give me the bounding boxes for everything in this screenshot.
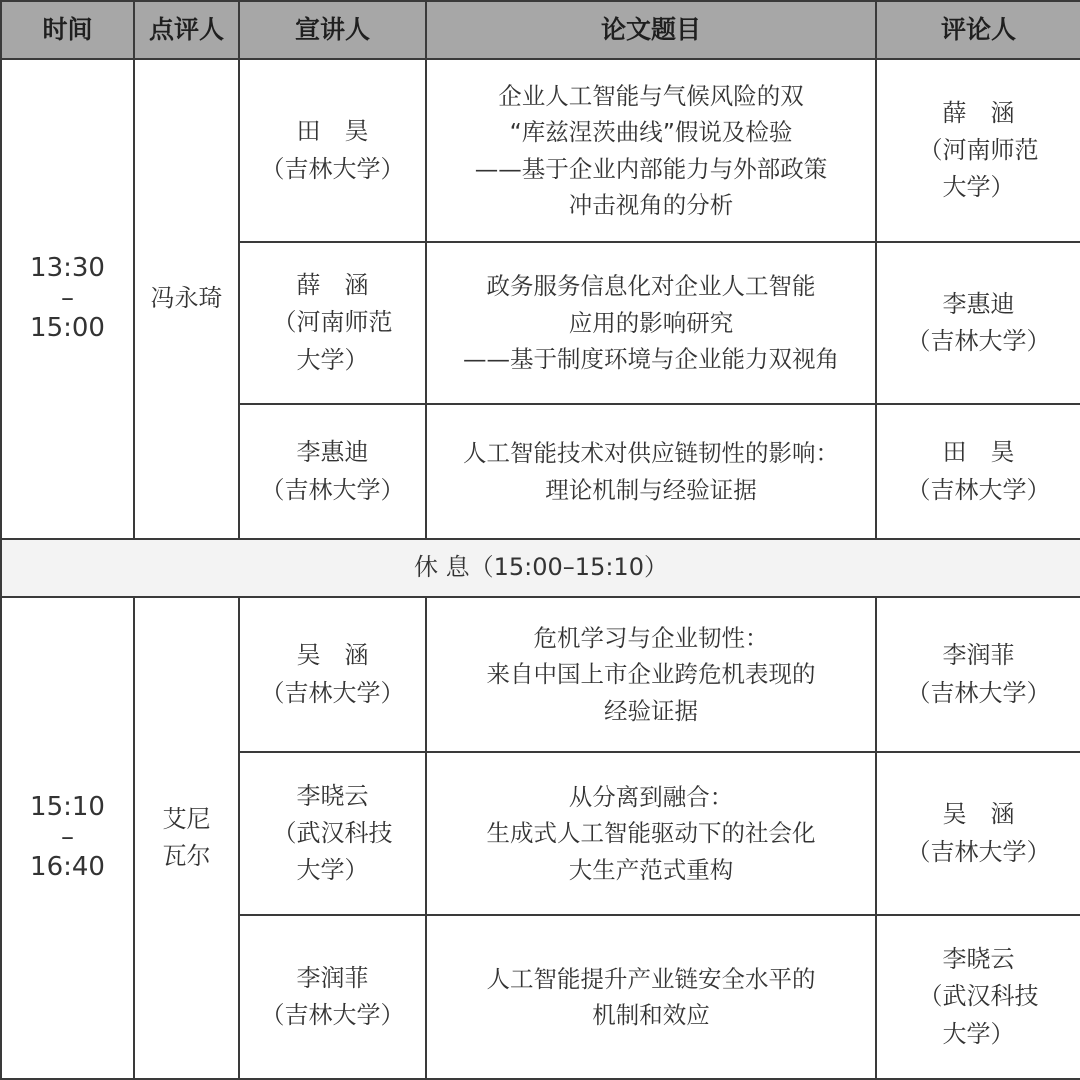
table-row	[1, 597, 1080, 752]
break-row	[1, 539, 1080, 597]
header-reviewer: 点评人	[134, 1, 239, 59]
commentator-cell: 李晓云 （武汉科技 大学）	[876, 915, 1080, 1079]
paper-title-cell: 人工智能提升产业链安全水平的 机制和效应	[426, 915, 876, 1079]
header-time: 时间	[1, 1, 134, 59]
paper-title-cell: 危机学习与企业韧性： 来自中国上市企业跨危机表现的 经验证据	[426, 597, 876, 752]
presenter-cell: 吴 涵 （吉林大学）	[239, 597, 426, 752]
break-text: 休 息（15:00–15:10）	[1, 539, 1080, 597]
table-row	[1, 59, 1080, 242]
presenter-cell: 田 昊 （吉林大学）	[239, 59, 426, 242]
presenter-cell: 薛 涵 （河南师范 大学）	[239, 242, 426, 404]
header-row	[1, 1, 1080, 59]
commentator-cell: 薛 涵 （河南师范 大学）	[876, 59, 1080, 242]
presenter-cell: 李润菲 （吉林大学）	[239, 915, 426, 1079]
session2-time: 15:10 – 16:40	[1, 597, 134, 1079]
presenter-cell: 李惠迪 （吉林大学）	[239, 404, 426, 539]
session1-reviewer: 冯永琦	[134, 59, 239, 539]
commentator-cell: 吴 涵 （吉林大学）	[876, 752, 1080, 915]
header-paper-title: 论文题目	[426, 1, 876, 59]
session2-reviewer: 艾尼 瓦尔	[134, 597, 239, 1079]
paper-title-cell: 政务服务信息化对企业人工智能 应用的影响研究 ——基于制度环境与企业能力双视角	[426, 242, 876, 404]
commentator-cell: 李润菲 （吉林大学）	[876, 597, 1080, 752]
presenter-cell: 李晓云 （武汉科技 大学）	[239, 752, 426, 915]
header-commentator: 评论人	[876, 1, 1080, 59]
paper-title-cell: 企业人工智能与气候风险的双 “库兹涅茨曲线”假说及检验 ——基于企业内部能力与外部政策 冲击视角的分析	[426, 59, 876, 242]
session1-time: 13:30 – 15:00	[1, 59, 134, 539]
commentator-cell: 李惠迪 （吉林大学）	[876, 242, 1080, 404]
header-presenter: 宣讲人	[239, 1, 426, 59]
paper-title-cell: 人工智能技术对供应链韧性的影响： 理论机制与经验证据	[426, 404, 876, 539]
paper-title-cell: 从分离到融合： 生成式人工智能驱动下的社会化 大生产范式重构	[426, 752, 876, 915]
commentator-cell: 田 昊 （吉林大学）	[876, 404, 1080, 539]
